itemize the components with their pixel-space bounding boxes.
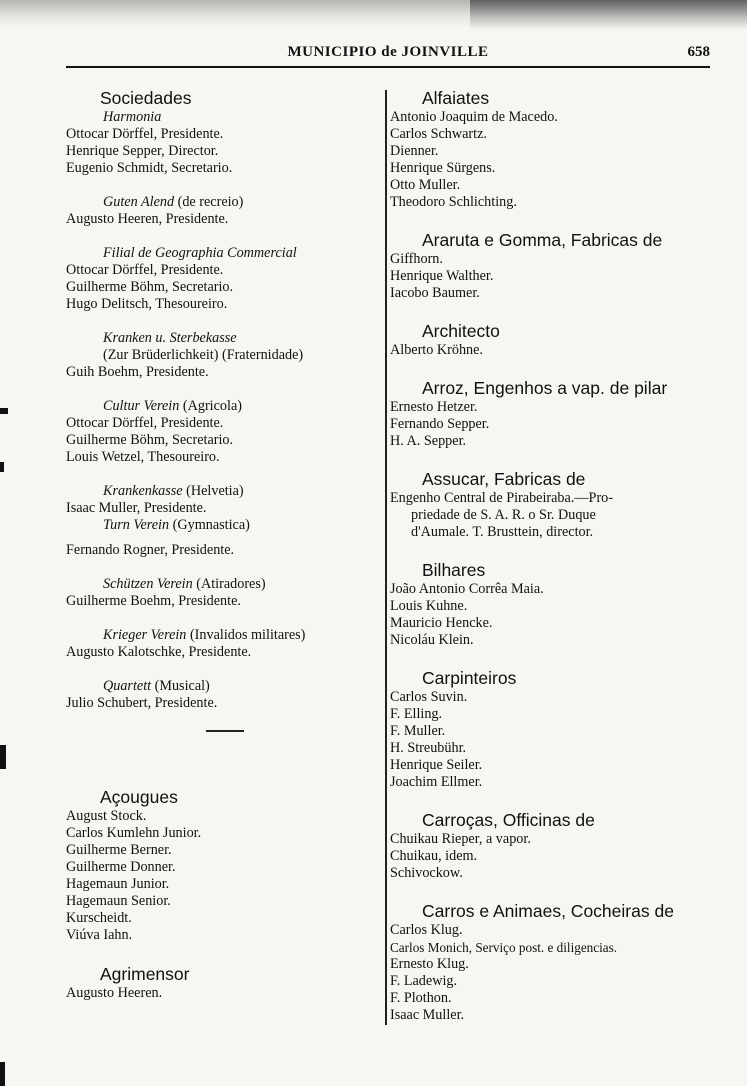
list-item: Augusto Heeren. <box>66 984 163 1001</box>
society-entry <box>66 483 384 500</box>
list-item: Isaac Muller, Presidente. <box>66 500 207 516</box>
list-item: Guih Boehm, Presidente. <box>66 364 209 380</box>
list-item: Kurscheidt. <box>66 909 132 926</box>
section-separator <box>206 730 244 732</box>
section-carrocas <box>390 810 720 882</box>
list-item: Fernando Rogner, Presidente. <box>66 542 235 558</box>
list-item: Viúva Iahn. <box>66 926 133 943</box>
list-item: Ottocar Dörffel, Presidente. <box>66 262 224 278</box>
list-item: Carlos Kumlehn Junior. <box>66 824 202 841</box>
list-item: Joachim Ellmer. <box>390 774 483 790</box>
list-item: Hugo Delitsch, Thesoureiro. <box>66 296 228 312</box>
section-assucar <box>390 469 720 541</box>
society-entry <box>66 398 384 415</box>
section-heading: Carroças, Officinas de <box>422 810 595 830</box>
left-column <box>66 88 384 1002</box>
list-item: Henrique Sepper, Director. <box>66 143 219 159</box>
header-rule <box>66 66 710 68</box>
section-heading: Carros e Animaes, Cocheiras de <box>422 901 674 921</box>
list-item: Antonio Joaquim de Macedo. <box>390 109 558 125</box>
list-item: Isaac Muller. <box>390 1007 465 1023</box>
list-item: Henrique Sürgens. <box>390 160 496 176</box>
list-item: Theodoro Schlichting. <box>390 194 517 210</box>
society-entry <box>66 194 384 211</box>
section-araruta <box>390 230 720 302</box>
section-heading: Açougues <box>100 786 178 807</box>
list-item: Carlos Schwartz. <box>390 126 487 142</box>
list-item: H. Streubühr. <box>390 740 467 756</box>
list-item: Ottocar Dörffel, Presidente. <box>66 126 224 142</box>
society-entry <box>66 576 384 593</box>
list-item-continuation: d'Aumale. T. Brusttein, director. <box>411 524 594 540</box>
list-item: Hagemaun Junior. <box>66 875 170 892</box>
section-heading: Sociedades <box>100 88 192 108</box>
list-item: Schivockow. <box>390 865 463 881</box>
list-item: Guilherme Böhm, Secretario. <box>66 279 234 295</box>
society-name: Turn Verein <box>103 517 170 533</box>
society-note: (Invalidos militares) <box>189 627 306 643</box>
running-title: MUNICIPIO de JOINVILLE <box>287 44 489 60</box>
section-heading: Araruta e Gomma, Fabricas de <box>422 230 663 250</box>
list-item: Engenho Central de Pirabeiraba.—Pro- <box>390 490 613 506</box>
list-item: Dienner. <box>390 143 439 159</box>
margin-mark <box>0 1062 5 1086</box>
list-item: Guilherme Donner. <box>66 858 176 875</box>
society-name: Kranken u. Sterbekasse <box>103 330 237 346</box>
society-note: (Agricola) <box>182 398 242 414</box>
society-entry <box>66 517 384 534</box>
list-item: Henrique Walther. <box>390 268 494 284</box>
section-heading: Arroz, Engenhos a vap. de pilar <box>422 378 668 398</box>
list-item: Augusto Heeren, Presidente. <box>66 211 229 227</box>
list-item: Louis Wetzel, Thesoureiro. <box>66 449 220 465</box>
section-heading: Architecto <box>422 321 500 341</box>
list-item: João Antonio Corrêa Maia. <box>390 581 544 597</box>
section-bilhares <box>390 560 720 649</box>
list-item: Eugenio Schmidt, Secretario. <box>66 160 233 176</box>
section-sociedades <box>66 88 384 732</box>
society-name: Guten Alend <box>103 194 175 210</box>
list-item: Hagemaun Senior. <box>66 892 171 909</box>
section-architecto <box>390 321 720 359</box>
society-name: Filial de Geographia Commercial <box>103 245 297 261</box>
section-carpinteiros <box>390 668 720 791</box>
society-name: Cultur Verein <box>103 398 180 414</box>
section-arroz <box>390 378 720 450</box>
society-note: (Gymnastica) <box>172 517 250 533</box>
list-item: Louis Kuhne. <box>390 598 468 614</box>
list-item: F. Muller. <box>390 723 446 739</box>
society-note: (Musical) <box>154 678 210 694</box>
list-item: August Stock. <box>66 807 147 824</box>
margin-mark <box>0 408 8 414</box>
society-name: Quartett <box>103 678 152 694</box>
margin-mark <box>0 462 4 472</box>
scan-edge-noise-right <box>470 0 747 30</box>
list-item: Carlos Monich, Serviço post. e diligencias. <box>390 940 618 955</box>
list-item: Otto Muller. <box>390 177 461 193</box>
list-item: Ernesto Klug. <box>390 956 469 972</box>
column-divider <box>385 90 387 1025</box>
section-carros <box>390 901 720 1024</box>
list-item: Giffhorn. <box>390 251 443 267</box>
section-heading: Agrimensor <box>100 963 190 984</box>
list-item: Fernando Sepper. <box>390 416 490 432</box>
list-item: Guilherme Berner. <box>66 841 172 858</box>
society-name: Schützen Verein <box>103 576 193 592</box>
list-item-continuation: priedade de S. A. R. o Sr. Duque <box>411 507 596 523</box>
list-item: Chuikau, idem. <box>390 848 478 864</box>
page-number: 658 <box>687 44 710 60</box>
society-note: (Atiradores) <box>196 576 266 592</box>
section-alfaiates <box>390 88 720 211</box>
list-item: Ottocar Dörffel, Presidente. <box>66 415 224 431</box>
list-item: Guilherme Boehm, Presidente. <box>66 593 241 609</box>
section-heading: Alfaiates <box>422 88 490 108</box>
society-name: Krankenkasse <box>103 483 183 499</box>
list-item: Chuikau Rieper, a vapor. <box>390 831 531 847</box>
list-item: Alberto Kröhne. <box>390 342 483 358</box>
list-item: Mauricio Hencke. <box>390 615 493 631</box>
society-note: (de recreio) <box>177 194 244 210</box>
list-item: Iacobo Baumer. <box>390 285 480 301</box>
society-note: (Zur Brüderlichkeit) (Fraternidade) <box>103 347 304 363</box>
page-header <box>66 44 710 66</box>
list-item: Guilherme Böhm, Secretario. <box>66 432 234 448</box>
society-name: Harmonia <box>103 109 162 125</box>
list-item: H. A. Sepper. <box>390 433 467 449</box>
list-item: F. Elling. <box>390 706 443 722</box>
section-heading: Assucar, Fabricas de <box>422 469 586 489</box>
society-entry <box>66 627 384 644</box>
right-column <box>390 88 720 1024</box>
list-item: Carlos Klug. <box>390 922 463 938</box>
list-item: Carlos Suvin. <box>390 689 468 705</box>
society-name: Krieger Verein <box>103 627 187 643</box>
section-heading: Carpinteiros <box>422 668 517 688</box>
section-agrimensor <box>66 964 384 1002</box>
list-item: Ernesto Hetzer. <box>390 399 478 415</box>
margin-mark <box>0 745 6 769</box>
list-item: Julio Schubert, Presidente. <box>66 695 218 711</box>
list-item: Henrique Seiler. <box>390 757 483 773</box>
list-item: Augusto Kalotschke, Presidente. <box>66 644 252 660</box>
section-acougues <box>66 787 384 944</box>
list-item: F. Ladewig. <box>390 973 458 989</box>
society-note: (Helvetia) <box>186 483 244 499</box>
section-heading: Bilhares <box>422 560 486 580</box>
list-item: F. Plothon. <box>390 990 452 1006</box>
list-item: Nicoláu Klein. <box>390 632 474 648</box>
society-entry <box>66 678 384 695</box>
